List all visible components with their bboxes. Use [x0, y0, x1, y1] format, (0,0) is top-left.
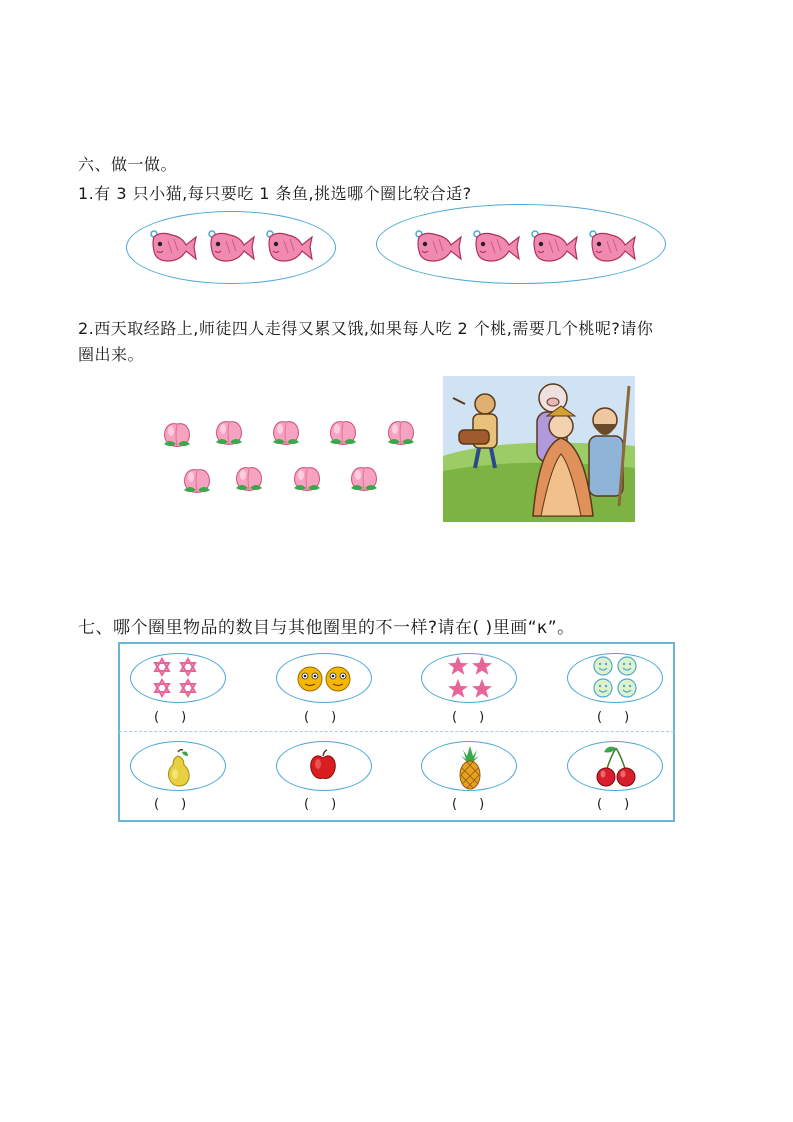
smiley-face-group [590, 655, 640, 703]
grid-divider [119, 731, 674, 732]
section-6-heading: 六、做一做。 [78, 155, 178, 174]
question-2-line-1: 2.西天取经路上,师徒四人走得又累又饿,如果每人吃 2 个桃,需要几个桃呢?请你 [78, 319, 654, 338]
paren-close: ) [331, 797, 337, 812]
paren-close: ) [181, 710, 187, 725]
pear-icon [164, 748, 192, 792]
paren-close: ) [624, 797, 630, 812]
section-7-heading: 七、哪个圈里物品的数目与其他圈里的不一样?请在( )里画“к”。 [78, 618, 575, 638]
peach-icon[interactable] [347, 460, 381, 494]
answer-parens[interactable] [154, 710, 186, 725]
peach-icon[interactable] [326, 414, 360, 448]
apple-icon [308, 749, 338, 785]
question-1-text: 1.有 3 只小猫,每只要吃 1 条鱼,挑选哪个圈比较合适? [78, 184, 472, 203]
fish-icon [148, 229, 198, 265]
paren-close: ) [624, 710, 630, 725]
peach-icon[interactable] [212, 414, 246, 448]
fish-icon [413, 229, 463, 265]
fish-icon [529, 229, 579, 265]
paren-open: ( [304, 710, 310, 725]
pineapple-icon [457, 744, 483, 794]
peach-icon[interactable] [160, 416, 194, 450]
fish-icon [587, 229, 637, 265]
peach-icon[interactable] [290, 460, 324, 494]
answer-parens[interactable] [452, 710, 484, 725]
answer-parens[interactable] [597, 710, 629, 725]
paren-open: ( [597, 797, 603, 812]
peach-icon[interactable] [232, 460, 266, 494]
fish-icon [264, 229, 314, 265]
paren-open: ( [304, 797, 310, 812]
paren-open: ( [597, 710, 603, 725]
paren-close: ) [181, 797, 187, 812]
fish-icon [471, 229, 521, 265]
answer-parens[interactable] [304, 710, 336, 725]
pilgrims-illustration [443, 376, 635, 522]
answer-parens[interactable] [304, 797, 336, 812]
emoji-face-group [296, 664, 352, 698]
paren-open: ( [452, 710, 458, 725]
fish-icon [206, 229, 256, 265]
star-of-david-group [150, 657, 200, 703]
peach-icon[interactable] [269, 414, 303, 448]
peach-icon[interactable] [384, 414, 418, 448]
paren-open: ( [154, 797, 160, 812]
paren-open: ( [154, 710, 160, 725]
answer-parens[interactable] [597, 797, 629, 812]
peach-icon[interactable] [180, 462, 214, 496]
paren-close: ) [479, 797, 485, 812]
fish-group-left [148, 229, 314, 265]
cherries-icon [594, 746, 638, 792]
answer-parens[interactable] [154, 797, 186, 812]
paren-close: ) [331, 710, 337, 725]
paren-open: ( [452, 797, 458, 812]
answer-parens[interactable] [452, 797, 484, 812]
paren-close: ) [479, 710, 485, 725]
fish-group-right [413, 229, 637, 265]
pink-star-group [446, 655, 494, 705]
question-2-line-2: 圈出来。 [78, 345, 145, 364]
